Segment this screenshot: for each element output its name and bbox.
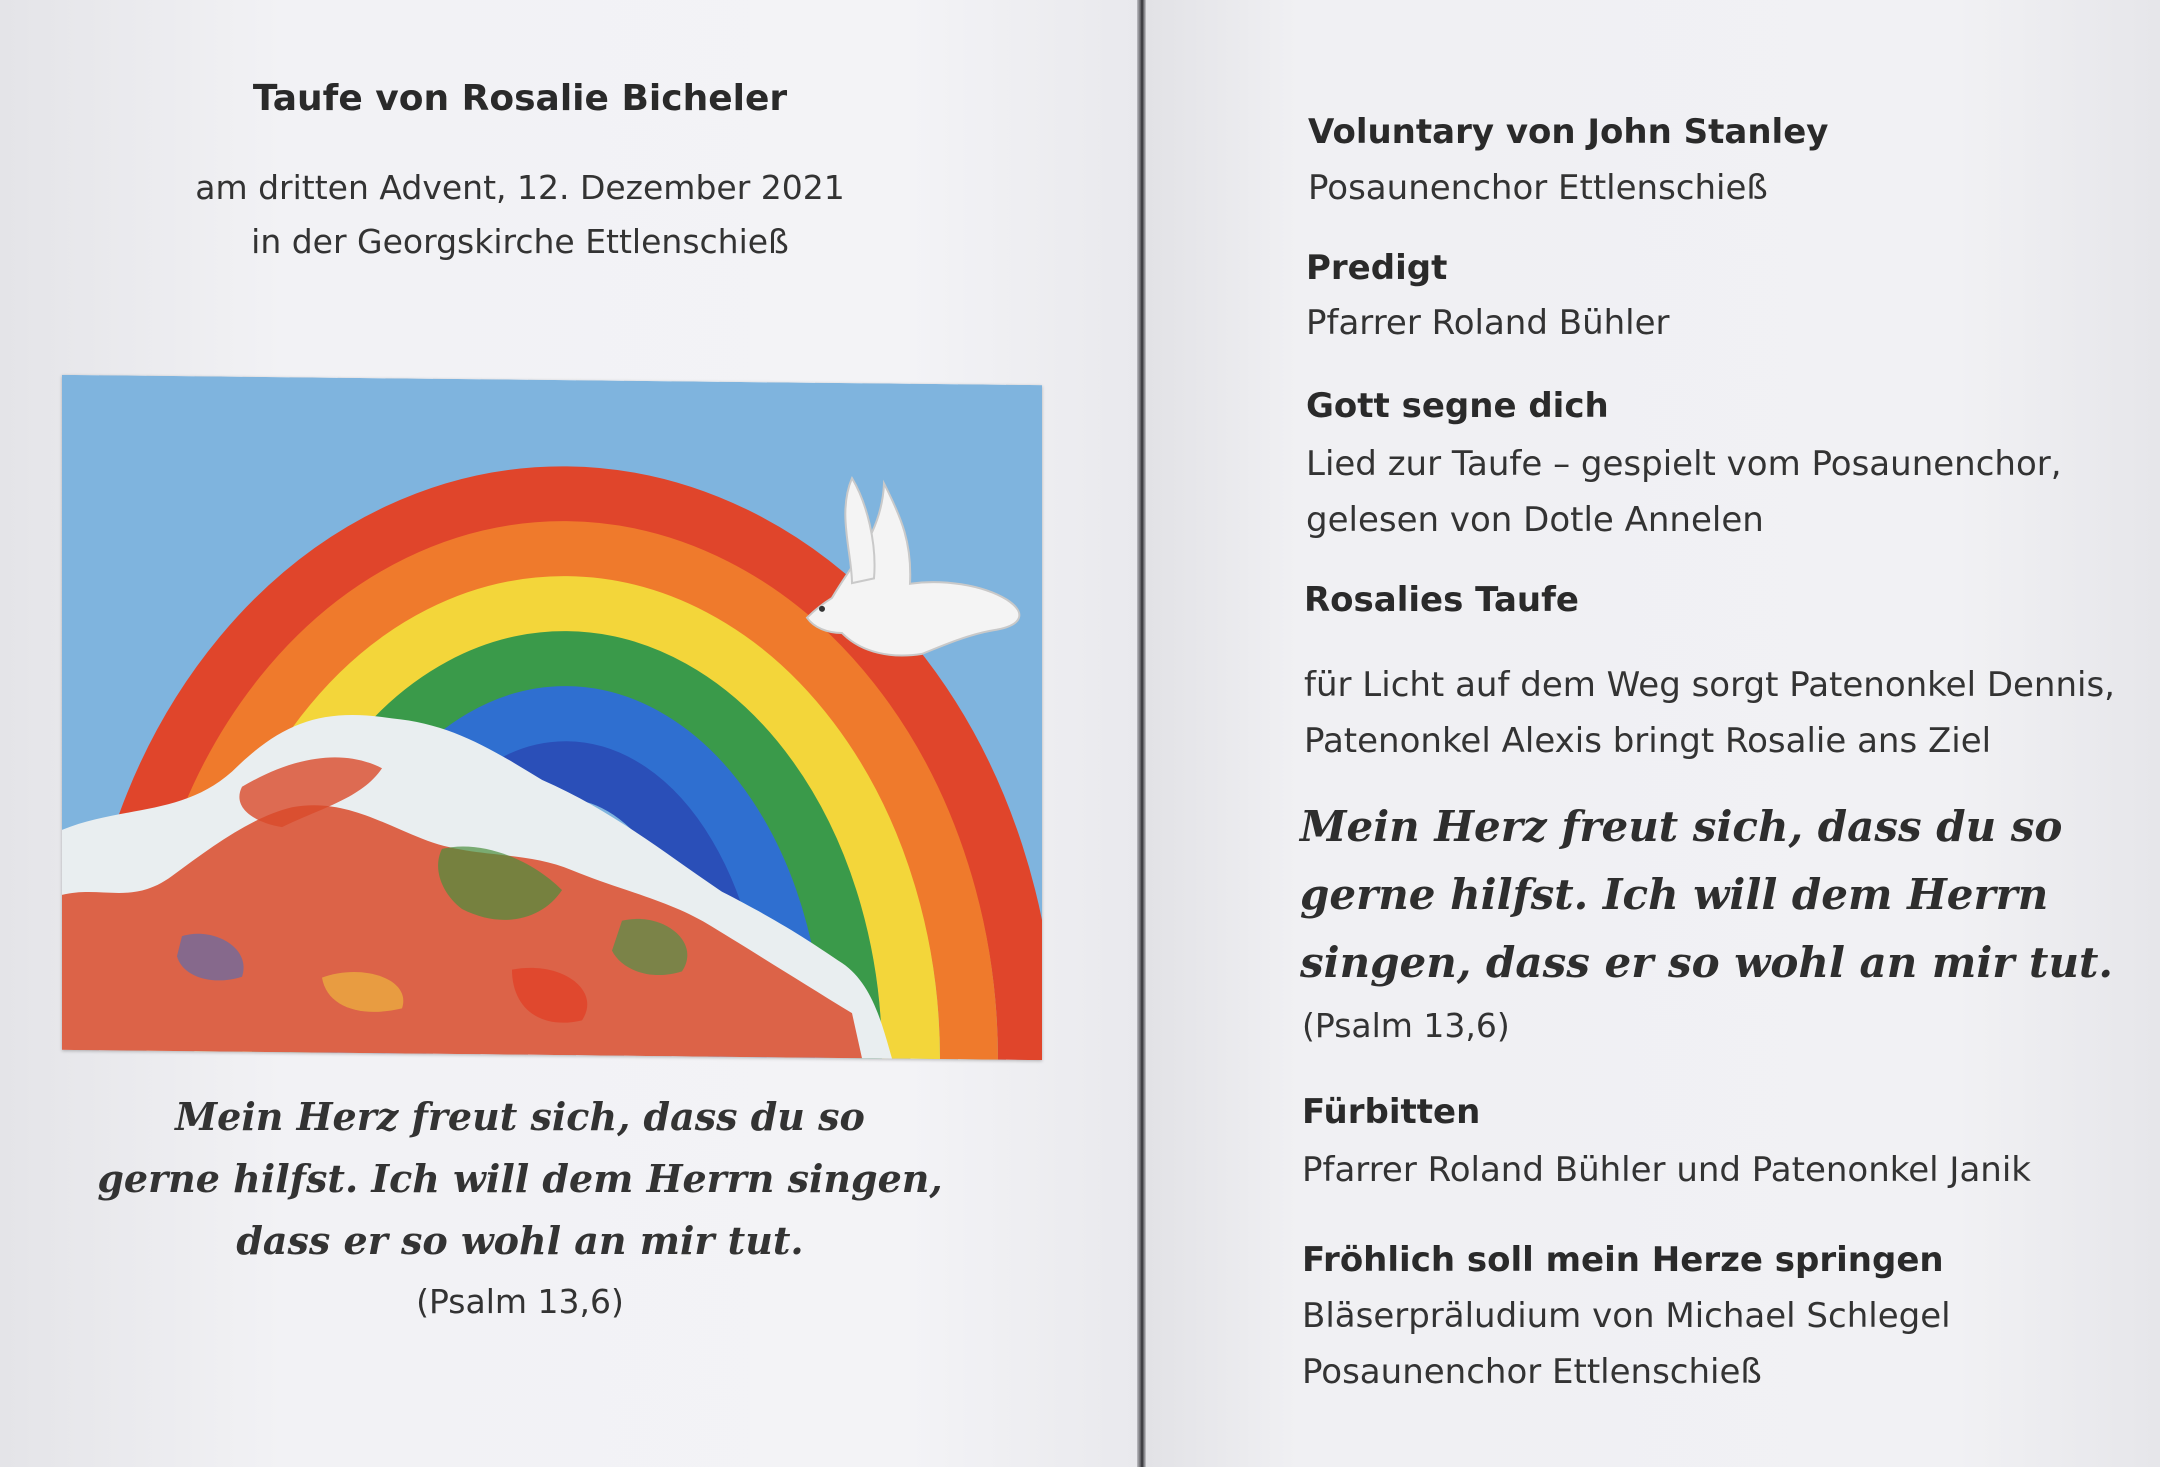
service-title: Taufe von Rosalie Bicheler <box>252 78 788 119</box>
verse-line-1: Mein Herz freut sich, dass du so <box>175 1094 865 1139</box>
section-line: Bläserpräludium von Michael Schlegel <box>1302 1296 1951 1336</box>
section-line: Patenonkel Alexis bringt Rosalie ans Ziel <box>1304 721 1992 761</box>
section-heading: Rosalies Taufe <box>1304 580 1579 620</box>
right-page <box>1146 0 2160 1467</box>
section-line: gelesen von Dotle Annelen <box>1306 500 1764 540</box>
verse-line-3: singen, dass er so wohl an mir tut. <box>1300 938 2114 987</box>
section-heading: Voluntary von John Stanley <box>1308 112 1829 152</box>
verse-line-3: dass er so wohl an mir tut. <box>236 1218 804 1263</box>
section-heading: Fürbitten <box>1302 1092 1481 1132</box>
verse-line-2: gerne hilfst. Ich will dem Herrn <box>1300 870 2049 919</box>
section-heading: Predigt <box>1306 248 1448 288</box>
section-line: Pfarrer Roland Bühler <box>1306 303 1670 343</box>
verse-line-1: Mein Herz freut sich, dass du so <box>1300 802 2063 851</box>
section-line: Pfarrer Roland Bühler und Patenonkel Janik <box>1302 1150 2031 1190</box>
service-date: am dritten Advent, 12. Dezember 2021 <box>195 168 845 207</box>
rainbow-dove-painting <box>62 375 1042 1060</box>
page-fold <box>1137 0 1146 1467</box>
section-line: für Licht auf dem Weg sorgt Patenonkel Dennis, <box>1304 665 2115 705</box>
section-line: Lied zur Taufe – gespielt vom Posaunenchor, <box>1306 444 2062 484</box>
verse-line-2: gerne hilfst. Ich will dem Herrn singen, <box>97 1156 943 1201</box>
section-heading: Fröhlich soll mein Herze springen <box>1302 1240 1944 1280</box>
verse-reference: (Psalm 13,6) <box>1302 1006 1510 1045</box>
verse-reference: (Psalm 13,6) <box>416 1282 624 1321</box>
service-place: in der Georgskirche Ettlenschieß <box>251 222 789 261</box>
section-line: Posaunenchor Ettlenschieß <box>1302 1352 1762 1392</box>
rainbow-illustration <box>62 375 1042 1060</box>
section-line: Posaunenchor Ettlenschieß <box>1308 168 1768 208</box>
section-heading: Gott segne dich <box>1306 386 1609 426</box>
